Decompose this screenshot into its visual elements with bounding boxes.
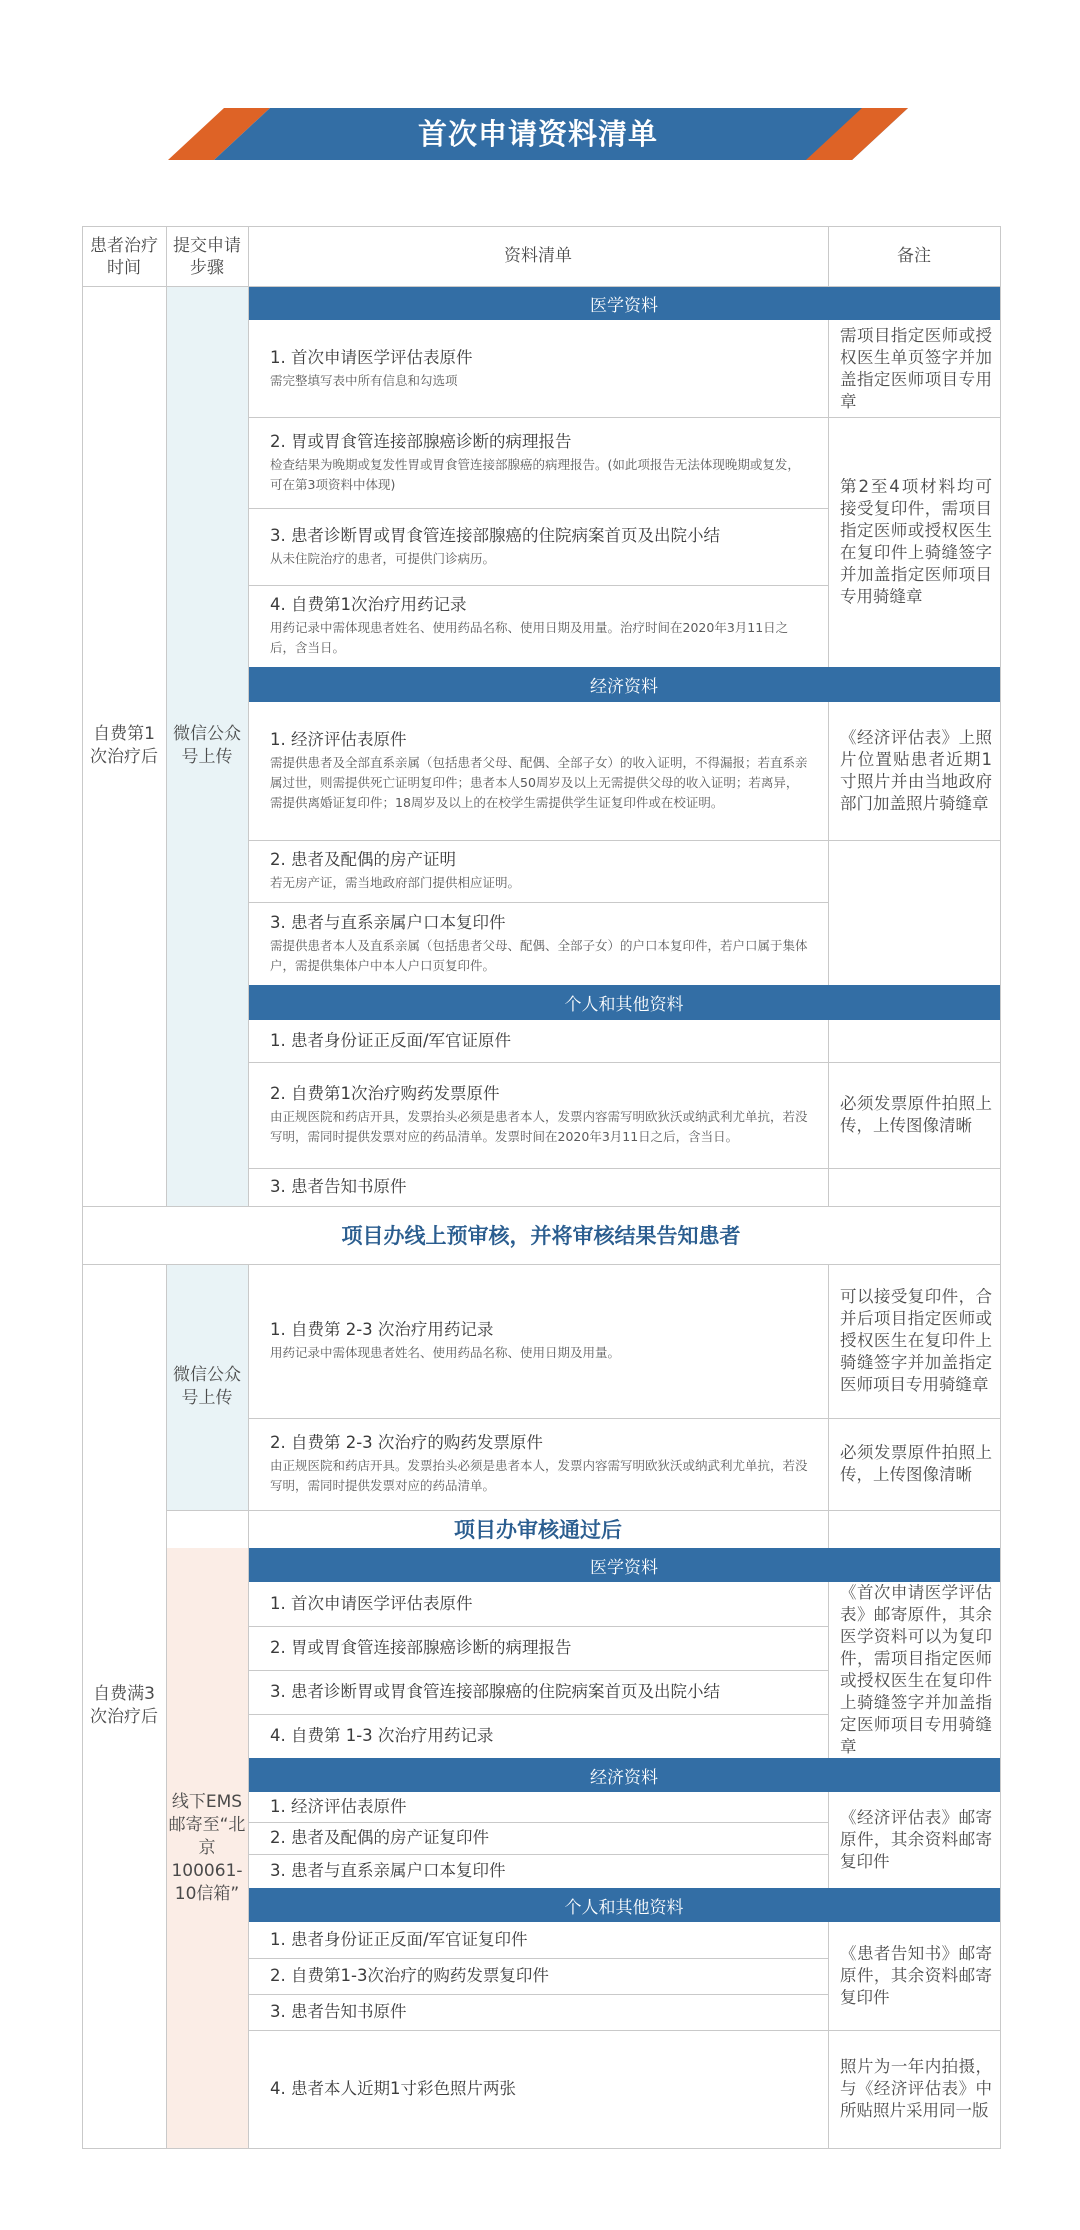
header-time: 患者治疗时间 <box>90 236 158 278</box>
note-personal: 必须发票原件拍照上传，上传图像清晰 <box>840 1094 992 1135</box>
list-item: 2. 患者及配偶的房产证复印件 <box>270 1828 489 1847</box>
list-item: 1. 自费第 2-3 次治疗用药记录 用药记录中需体现患者姓名、使用药品名称、使用日期及用量。 <box>270 1320 621 1360</box>
list-item: 1. 经济评估表原件 需提供患者及全部直系亲属（包括患者父母、配偶、全部子女）的收入证明，不得漏报；若直系亲属过世，则需提供死亡证明复印件；患者本人50周岁及以上无需提供父母的收入证明；若离异，需提供离婚证复印件；18周岁及以上的在校学生需提供学生证复印件或在校证明。 <box>270 730 808 810</box>
list-item: 2. 胃或胃食管连接部腺癌诊断的病理报告 <box>270 1638 572 1657</box>
note-upload-2: 必须发票原件拍照上传，上传图像清晰 <box>840 1443 992 1484</box>
approved-title: 项目办审核通过后 <box>454 1518 622 1542</box>
header-step: 提交申请步骤 <box>173 236 241 278</box>
review-banner: 项目办线上预审核，并将审核结果告知患者 <box>341 1224 741 1248</box>
list-item: 1. 患者身份证正反面/军官证复印件 <box>270 1930 528 1949</box>
list-item: 1. 首次申请医学评估表原件 <box>270 1594 473 1613</box>
list-item: 1. 经济评估表原件 <box>270 1797 407 1816</box>
section-economic: 经济资料 <box>248 667 1000 702</box>
note-medical-2: 第2至4项材料均可接受复印件，需项目指定医师或授权医生在复印件上骑缝签字并加盖指定医师项目专用骑缝章 <box>840 477 992 606</box>
stage2-time: 自费满3次治疗后 <box>90 1684 158 1727</box>
note-mail-medical: 《首次申请医学评估表》邮寄原件，其余医学资料可以为复印件，需项目指定医师或授权医生在复印件上骑缝签字并加盖指定医师项目专用骑缝章 <box>840 1583 992 1756</box>
list-item: 1. 首次申请医学评估表原件 需完整填写表中所有信息和勾选项 <box>270 347 473 388</box>
list-item: 2. 自费第 2-3 次治疗的购药发票原件 由正规医院和药店开具。发票抬头必须是患者本人，发票内容需写明欧狄沃或纳武利尤单抗，若没写明，需同时提供发票对应的药品清单。 <box>270 1433 808 1493</box>
header-note: 备注 <box>897 246 931 266</box>
title-banner <box>168 108 908 160</box>
section-mail-medical: 医学资料 <box>248 1548 1000 1582</box>
note-economic: 《经济评估表》上照片位置贴患者近期1寸照片并由当地政府部门加盖照片骑缝章 <box>840 728 992 813</box>
list-item: 3. 患者告知书原件 <box>270 2002 407 2021</box>
list-item: 4. 患者本人近期1寸彩色照片两张 <box>270 2079 516 2098</box>
section-mail-personal: 个人和其他资料 <box>248 1888 1000 1922</box>
stage1-time: 自费第1次治疗后 <box>90 724 158 767</box>
note-photo: 照片为一年内拍摄，与《经济评估表》中所贴照片采用同一版 <box>840 2057 992 2120</box>
header-list: 资料清单 <box>504 246 572 266</box>
note-mail-economic: 《经济评估表》邮寄原件，其余资料邮寄复印件 <box>840 1808 992 1871</box>
stage2-mail-method: 线下EMS邮寄至“北京100061-10信箱” <box>168 1791 246 1904</box>
list-item: 4. 自费第1次治疗用药记录 用药记录中需体现患者姓名、使用药品名称、使用日期及用量。治疗时间在2020年3月11日之后，含当日。 <box>270 595 789 655</box>
list-item: 3. 患者告知书原件 <box>270 1177 407 1196</box>
list-item: 3. 患者诊断胃或胃食管连接部腺癌的住院病案首页及出院小结 <box>270 1682 720 1701</box>
note-medical-1: 需项目指定医师或授权医生单页签字并加盖指定医师项目专用章 <box>840 325 992 411</box>
list-item: 4. 自费第 1-3 次治疗用药记录 <box>270 1726 494 1745</box>
stage1-method: 微信公众号上传 <box>173 724 241 767</box>
list-item: 3. 患者诊断胃或胃食管连接部腺癌的住院病案首页及出院小结 从未住院治疗的患者，可提供门诊病历。 <box>270 525 720 566</box>
note-mail-personal: 《患者告知书》邮寄原件，其余资料邮寄复印件 <box>840 1944 992 2007</box>
list-item: 2. 胃或胃食管连接部腺癌诊断的病理报告 检查结果为晚期或复发性胃或胃食管连接部腺癌的病理报告。(如此项报告无法体现晚期或复发，可在第3项资料中体现) <box>270 431 800 492</box>
page-title: 首次申请资料清单 <box>417 117 658 151</box>
section-personal: 个人和其他资料 <box>248 985 1000 1020</box>
list-item: 2. 患者及配偶的房产证明 若无房产证，需当地政府部门提供相应证明。 <box>270 850 521 890</box>
section-mail-economic: 经济资料 <box>248 1758 1000 1792</box>
list-item: 3. 患者与直系亲属户口本复印件 <box>270 1861 506 1880</box>
section-medical: 医学资料 <box>248 286 1000 320</box>
stage2-upload-method: 微信公众号上传 <box>173 1365 241 1408</box>
note-upload-1: 可以接受复印件，合并后项目指定医师或授权医生在复印件上骑缝签字并加盖指定医师项目专用骑缝章 <box>840 1287 992 1394</box>
list-item: 1. 患者身份证正反面/军官证原件 <box>270 1031 512 1050</box>
list-item: 2. 自费第1次治疗购药发票原件 由正规医院和药店开具，发票抬头必须是患者本人，发票内容需写明欧狄沃或纳武利尤单抗，若没写明，需同时提供发票对应的药品清单。发票时间在2020年3月11日之后，含当日。 <box>270 1084 808 1144</box>
list-item: 3. 患者与直系亲属户口本复印件 需提供患者本人及直系亲属（包括患者父母、配偶、全部子女）的户口本复印件，若户口属于集体户，需提供集体户中本人户口页复印件。 <box>270 912 808 973</box>
list-item: 2. 自费第1-3次治疗的购药发票复印件 <box>270 1966 549 1985</box>
